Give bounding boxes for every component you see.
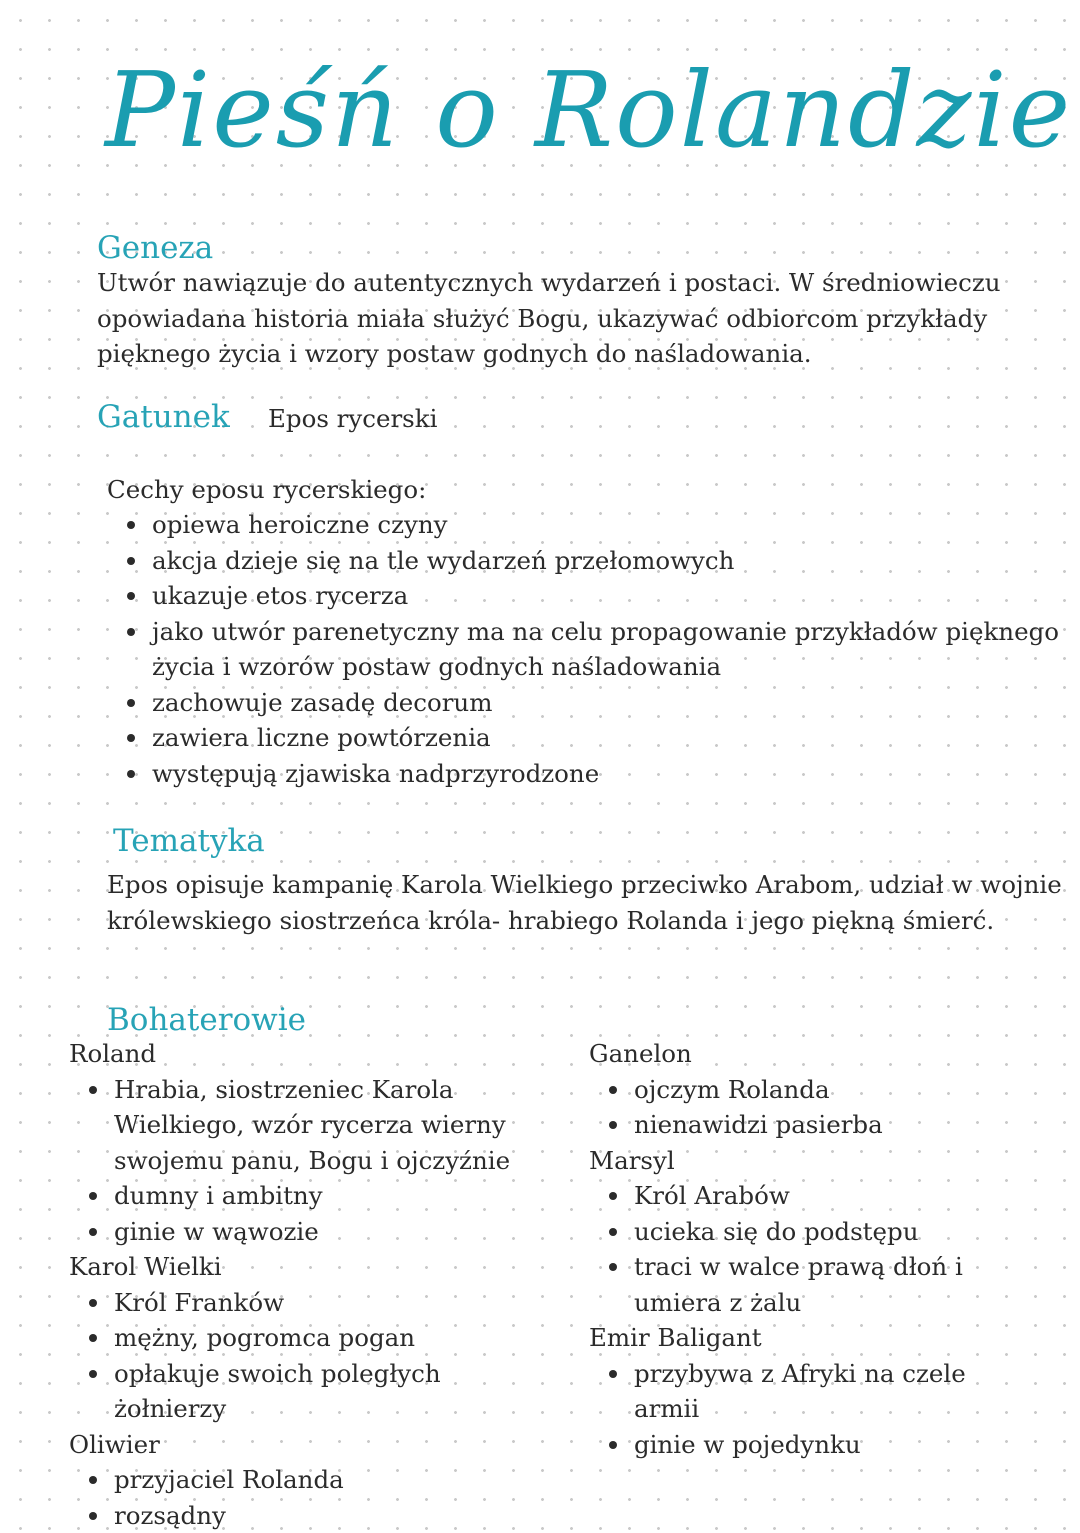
theme-line: Epos opisuje kampanię Karola Wielkiego przeciwko Arabom, udział w wojnie	[107, 867, 1062, 903]
page-title: Pieśń o Rolandzie	[105, 58, 1072, 162]
character-name: Oliwier	[69, 1427, 549, 1463]
character-name: Karol Wielki	[69, 1249, 549, 1285]
feature-item: występują zjawiska nadprzyrodzone	[107, 756, 1077, 792]
character-trait: traci w walce prawą dłoń i umiera z żalu	[589, 1249, 1069, 1320]
genesis-text	[97, 265, 1001, 372]
feature-item: jako utwór parenetyczny ma na celu propagowanie przykładów pięknego życia i wzorów postaw godnych naśladowania	[107, 614, 1077, 685]
character-traits	[69, 1072, 549, 1250]
genre-value: Epos rycerski	[268, 404, 437, 433]
theme-text	[107, 867, 1062, 938]
character-trait: Król Franków	[69, 1285, 549, 1321]
genesis-line: opowiadana historia miała służyć Bogu, ukazywać odbiorcom przykłady	[97, 301, 1001, 337]
character-traits	[69, 1285, 549, 1427]
character-name: Emir Baligant	[589, 1320, 1069, 1356]
feature-item: ukazuje etos rycerza	[107, 578, 1077, 614]
character-trait: przyjaciel Rolanda	[69, 1462, 549, 1498]
characters-left-column	[69, 1036, 549, 1533]
character-trait: ginie w pojedynku	[589, 1427, 1069, 1463]
feature-item: zawiera liczne powtórzenia	[107, 720, 1077, 756]
character-trait: ojczym Rolanda	[589, 1072, 1069, 1108]
character-trait: ucieka się do podstępu	[589, 1214, 1069, 1250]
character-trait: mężny, pogromca pogan	[69, 1320, 549, 1356]
character-trait: dumny i ambitny	[69, 1178, 549, 1214]
theme-heading: Tematyka	[113, 826, 265, 857]
characters-heading: Bohaterowie	[107, 1005, 306, 1036]
genesis-heading: Geneza	[97, 233, 213, 264]
character-traits	[69, 1462, 549, 1533]
theme-line: królewskiego siostrzeńca króla- hrabiego Rolanda i jego piękną śmierć.	[107, 903, 1062, 939]
character-traits	[589, 1178, 1069, 1320]
features-title: Cechy eposu rycerskiego:	[107, 472, 426, 508]
character-name: Marsyl	[589, 1143, 1069, 1179]
character-trait: nienawidzi pasierba	[589, 1107, 1069, 1143]
characters-right-column	[589, 1036, 1069, 1462]
character-name: Roland	[69, 1036, 549, 1072]
feature-item: opiewa heroiczne czyny	[107, 507, 1077, 543]
character-name: Ganelon	[589, 1036, 1069, 1072]
character-traits	[589, 1356, 1069, 1463]
character-trait: opłakuje swoich poległych żołnierzy	[69, 1356, 549, 1427]
character-trait: Król Arabów	[589, 1178, 1069, 1214]
feature-item: akcja dzieje się na tle wydarzeń przełomowych	[107, 543, 1077, 579]
genesis-line: Utwór nawiązuje do autentycznych wydarzeń i postaci. W średniowieczu	[97, 265, 1001, 301]
features-list	[107, 507, 1077, 791]
genre-heading: Gatunek	[97, 402, 230, 433]
character-trait: ginie w wąwozie	[69, 1214, 549, 1250]
character-trait: rozsądny	[69, 1498, 549, 1533]
feature-item: zachowuje zasadę decorum	[107, 685, 1077, 721]
character-traits	[589, 1072, 1069, 1143]
character-trait: Hrabia, siostrzeniec Karola Wielkiego, wzór rycerza wierny swojemu panu, Bogu i ojczyźnie	[69, 1072, 549, 1179]
genesis-line: pięknego życia i wzory postaw godnych do naśladowania.	[97, 336, 1001, 372]
character-trait: przybywa z Afryki na czele armii	[589, 1356, 1069, 1427]
